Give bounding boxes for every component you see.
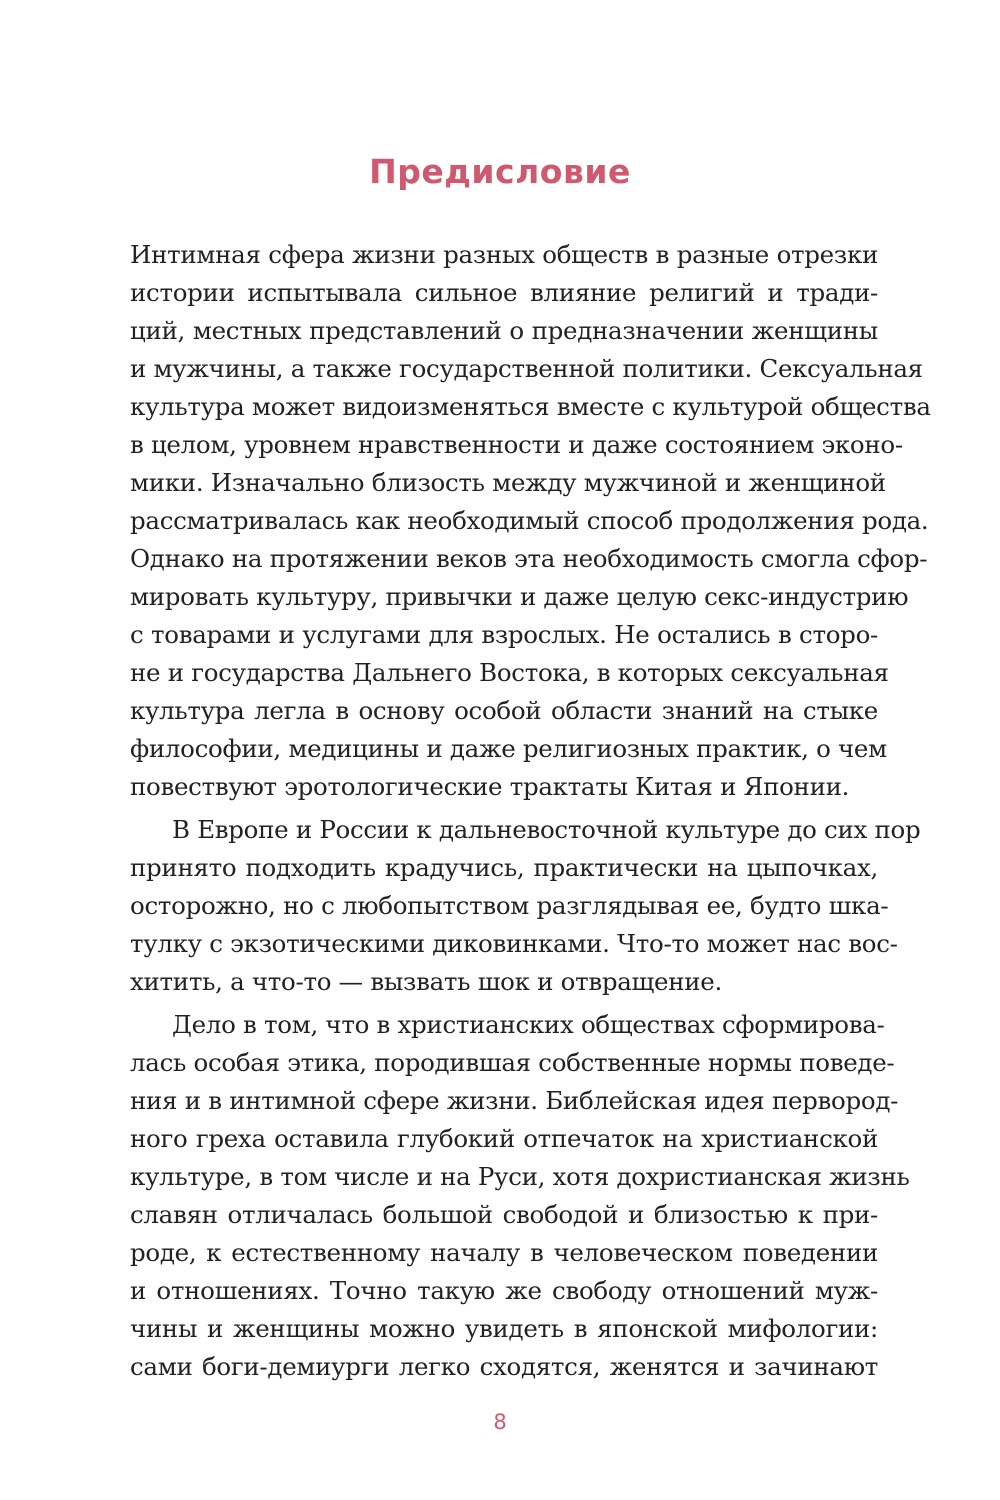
text-line: и отношениях. Точно такую же свободу отношений муж- <box>130 1276 878 1305</box>
text-line: тулку с экзотическими диковинками. Что-то может нас вос- <box>130 929 898 958</box>
text-line: роде, к естественному началу в человеческом поведении <box>130 1238 878 1267</box>
text-line: лась особая этика, породившая собственные нормы поведе- <box>130 1048 895 1077</box>
text-line: Однако на протяжении веков эта необходимость смогла сфор- <box>130 544 928 573</box>
text-line: рассматривалась как необходимый способ продолжения рода. <box>130 506 929 535</box>
text-line: истории испытывала сильное влияние религий и тради- <box>130 278 878 307</box>
chapter-title: Предисловие <box>369 152 631 191</box>
text-line: ния и в интимной сфере жизни. Библейская идея первород- <box>130 1086 899 1115</box>
text-line: ного греха оставила глубокий отпечаток на христианской <box>130 1124 878 1153</box>
text-line: повествуют эротологические трактаты Китая и Японии. <box>130 772 850 801</box>
text-line: мировать культуру, привычки и даже целую секс-индустрию <box>130 582 909 611</box>
text-line: ций, местных представлений о предназначении женщины <box>130 316 878 345</box>
text-line: не и государства Дальнего Востока, в которых сексуальная <box>130 658 889 687</box>
text-line: В Европе и России к дальневосточной культуре до сих пор <box>172 815 921 844</box>
text-line: чины и женщины можно увидеть в японской мифологии: <box>130 1314 878 1343</box>
text-line: культуре, в том числе и на Руси, хотя дохристианская жизнь <box>130 1162 910 1191</box>
text-line: с товарами и услугами для взрослых. Не остались в сторо- <box>130 620 878 649</box>
text-line: славян отличалась большой свободой и близостью к при- <box>130 1200 878 1229</box>
text-line: философии, медицины и даже религиозных практик, о чем <box>130 734 887 763</box>
text-line: и мужчины, а также государственной политики. Сексуальная <box>130 354 923 383</box>
text-line: сами боги-демиурги легко сходятся, женятся и зачинают <box>130 1352 878 1381</box>
text-line: осторожно, но с любопытством разглядывая ее, будто шка- <box>130 891 889 920</box>
text-line: в целом, уровнем нравственности и даже состоянием эконо- <box>130 430 903 459</box>
text-line: хитить, а что-то — вызвать шок и отвращение. <box>130 967 722 996</box>
text-line: Интимная сфера жизни разных обществ в разные отрезки <box>130 240 878 269</box>
text-line: культура может видоизменяться вместе с культурой общества <box>130 392 931 421</box>
text-line: принято подходить крадучись, практически на цыпочках, <box>130 853 878 882</box>
text-line: Дело в том, что в христианских обществах сформирова- <box>172 1010 885 1039</box>
text-line: культура легла в основу особой области знаний на стыке <box>130 696 878 725</box>
text-line: мики. Изначально близость между мужчиной и женщиной <box>130 468 886 497</box>
page-number: 8 <box>493 1410 507 1434</box>
